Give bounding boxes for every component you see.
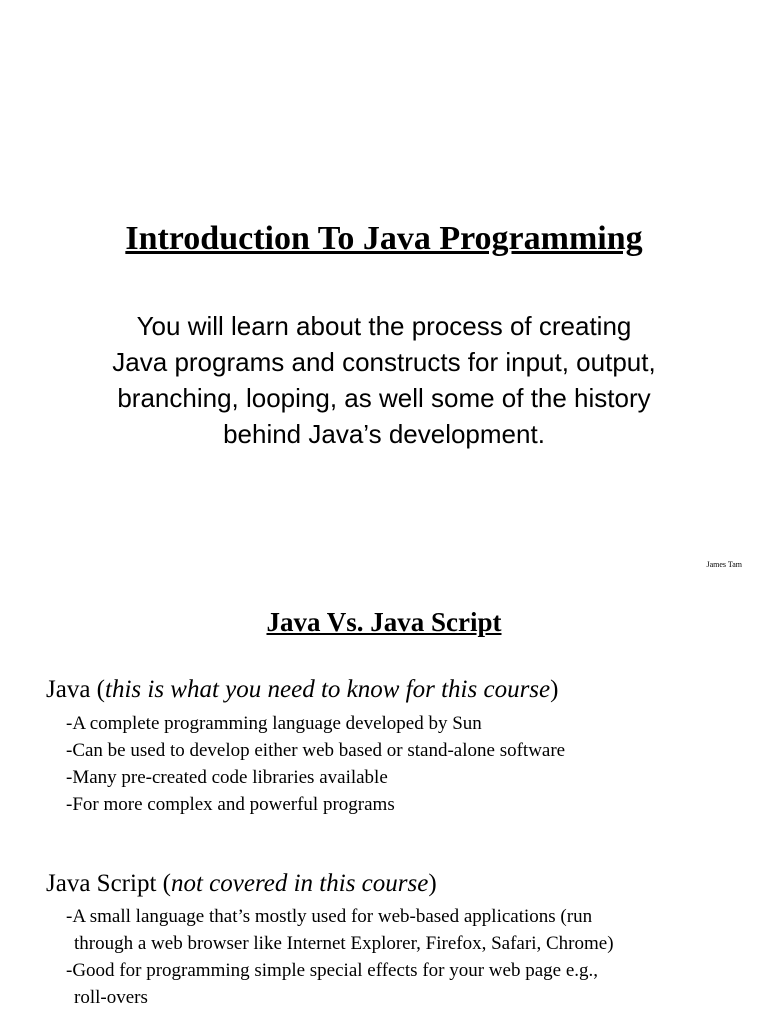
java-heading — [46, 674, 558, 706]
javascript-note: not covered in this course — [170, 870, 429, 897]
list-item-continuation: through a web browser like Internet Explorer, Firefox, Safari, Chrome) — [74, 933, 614, 954]
javascript-close: ) — [428, 870, 437, 897]
list-item: -Good for programming simple special effects for your web page e.g., — [66, 960, 599, 981]
javascript-label: Java Script ( — [46, 870, 171, 897]
java-label: Java ( — [46, 676, 105, 703]
slide-summary: You will learn about the process of creating Java programs and constructs for input, output, branching, looping, as well some of the history behind Java’s development. — [112, 311, 656, 449]
javascript-heading — [46, 868, 437, 900]
section-title: Java Vs. Java Script — [266, 607, 502, 637]
list-item: -A small language that’s mostly used for web-based applications (run — [66, 906, 593, 927]
java-note: this is what you need to know for this course — [105, 676, 551, 703]
java-bullet-list — [66, 710, 706, 818]
slide-title: Introduction To Java Programming — [125, 220, 643, 257]
list-item-continuation: roll-overs — [74, 987, 148, 1008]
list-item: -Can be used to develop either web based or stand-alone software — [66, 740, 566, 761]
list-item: -Many pre-created code libraries available — [66, 767, 388, 788]
list-item: -A complete programming language developed by Sun — [66, 713, 482, 734]
java-close: ) — [550, 676, 559, 703]
list-item: -For more complex and powerful programs — [66, 794, 395, 815]
author-name: James Tam — [706, 560, 742, 569]
javascript-bullet-list — [66, 903, 706, 1011]
